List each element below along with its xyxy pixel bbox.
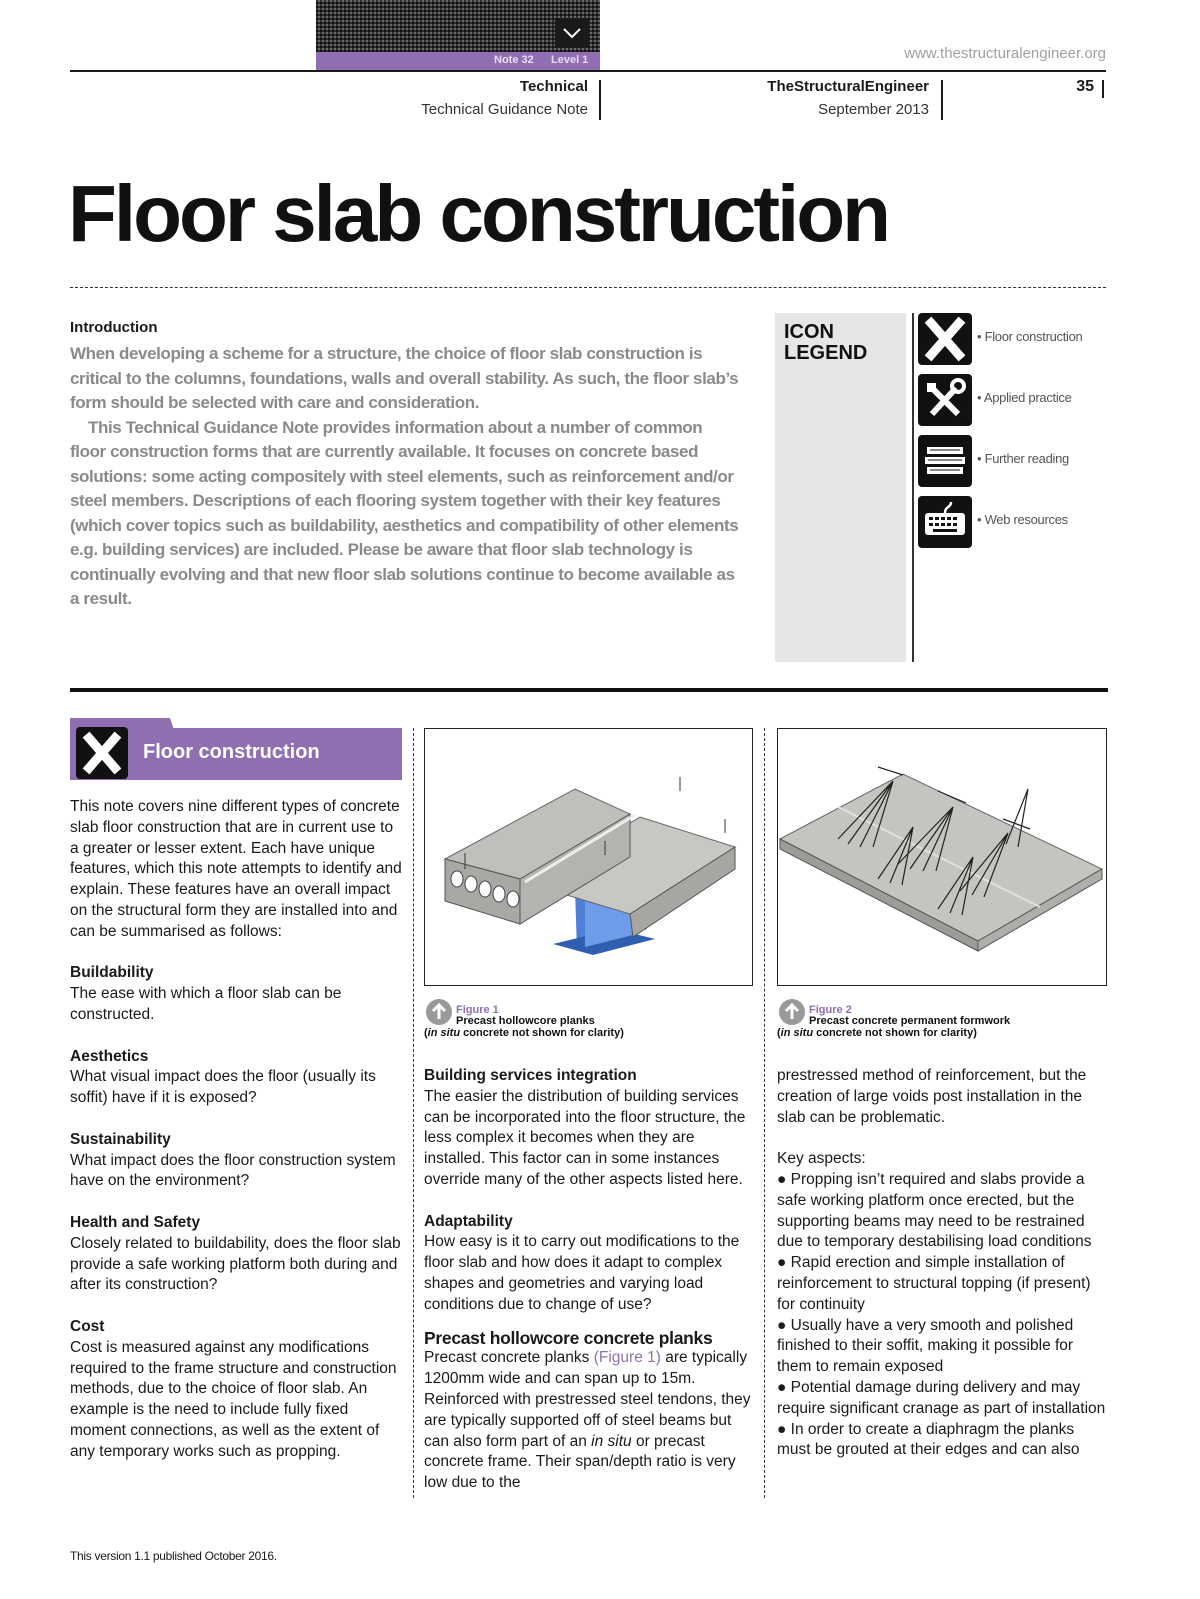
section-rule [70,688,1108,692]
figure-title: Precast concrete permanent formwork [809,1015,1011,1027]
figure-note: (in situ concrete not shown for clarity) [777,1027,977,1039]
section-subtitle: Technical Guidance Note [421,101,588,118]
section-intro: This note covers nine different types of concrete slab floor construction that are in current use to a greater or lesser extent. Each have unique features, which this note attempts to identify and explain. These features have an overall impact on the structural form they are installed into and can be summarised as follows: [70,798,402,940]
paragraph: What visual impact does the floor (usually its soffit) have if it is exposed? [70,1068,376,1107]
subheading: Aesthetics [70,1047,149,1065]
figure-note-text: concrete not shown for clarity) [813,1027,977,1039]
figure-note: (in situ concrete not shown for clarity) [424,1027,624,1039]
legend-divider [912,313,914,662]
figure-note-emphasis: in situ [780,1027,814,1039]
chevron-down-icon[interactable] [555,18,589,48]
figure-2-image [777,728,1107,986]
bullet-item: ● Rapid erection and simple installation of reinforcement to structural topping (if present) for continuity [777,1254,1091,1313]
figure-note-text: concrete not shown for clarity) [460,1027,624,1039]
paragraph: The ease with which a floor slab can be constructed. [70,985,342,1023]
header-divider [1102,80,1104,98]
paragraph: Closely related to buildability, does the floor slab provide a safe working platform both during and after its construction? [70,1234,401,1294]
legend-label: • Floor construction [977,329,1083,344]
figure-arrow-icon [426,999,452,1025]
legend-title-line: ICON [784,321,834,343]
bullet-item: ● In order to create a diaphragm the planks must be grouted at their edges and can also [777,1420,1080,1459]
bullet-item: ● Propping isn’t required and slabs provide a safe working platform once erected, but the supporting beams may need to be restrained due to temporary destabilising load conditions [777,1170,1092,1251]
paragraph: prestressed method of reinforcement, but the creation of large voids post installation in the slab can be problematic. [777,1067,1087,1126]
subsection-heading: Precast hollowcore concrete planks [424,1327,713,1348]
subheading: Buildability [70,964,154,982]
section-title: Floor construction [143,741,320,763]
paragraph: are typically 1200mm wide and can span up to 15m. Reinforced with prestressed steel tendons, they are typically supported off of steel beams but can also form part of an [424,1349,751,1450]
magazine-name: TheStructuralEngineer [767,78,929,95]
column-divider [764,728,765,1498]
emphasis: in situ [591,1432,632,1450]
note-level: Level 1 [551,54,589,66]
paragraph: What impact does the floor construction system have on the environment? [70,1151,396,1190]
title-rule [70,287,1106,288]
section-name: Technical [519,78,588,95]
note-number: Note 32 [494,54,534,66]
paragraph: Precast concrete planks [424,1349,594,1367]
floor-construction-icon [918,313,972,365]
header-divider [941,80,943,120]
paragraph: Cost is measured against any modifications required to the frame structure and construction methods, due to the choice of floor slab. An example is the need to include fully fixed moment connections, as well as the extent of any temporary works such as propping. [70,1338,397,1460]
intro-heading: Introduction [70,319,158,336]
legend-label: • Web resources [977,512,1068,527]
icon-legend-title [784,322,884,364]
figure-1-link[interactable]: (Figure 1) [593,1349,661,1367]
intro-body [70,342,742,612]
subheading: Building services integration [424,1067,637,1084]
figure-note-emphasis: in situ [427,1027,461,1039]
figure-arrow-icon [779,999,805,1025]
figure-title: Precast hollowcore planks [456,1015,595,1027]
issue-date: September 2013 [818,101,929,118]
floor-construction-icon [76,727,128,779]
header-divider [599,80,601,120]
top-rule [70,70,1106,72]
page-title: Floor slab construction [68,169,888,258]
key-aspects-label: Key aspects: [777,1150,866,1168]
figure-1-image [424,728,753,986]
column-3 [777,1066,1107,1461]
site-url[interactable]: www.thestructuralengineer.org [904,45,1106,62]
subheading: Sustainability [70,1130,171,1148]
intro-paragraph: This Technical Guidance Note provides information about a number of common floor construction forms that are currently available. It focuses on concrete based solutions: some acting compositely with steel elements, such as reinforcement and/or steel members. Descriptions of each flooring system together with their key features (which cover topics such as buildability, aesthetics and compatibility of other elements e.g. building services) are included. Please be aware that floor slab technology is continually evolving and that new floor slab solutions continue to become available as a result. [70,417,739,608]
icon-legend-panel [775,313,906,662]
column-2 [424,1066,758,1494]
column-1 [70,797,405,1463]
figure-number: Figure 1 [456,1004,499,1016]
subheading: Cost [70,1317,105,1335]
version-footer: This version 1.1 published October 2016. [70,1549,277,1563]
subheading: Adaptability [424,1212,513,1230]
figure-number: Figure 2 [809,1004,852,1016]
column-divider [413,728,414,1498]
paragraph: or precast concrete frame. Their span/depth ratio is very low due to the [424,1432,736,1492]
further-reading-icon [918,435,972,487]
intro-paragraph: When developing a scheme for a structure, the choice of floor slab construction is critical to the columns, foundations, walls and overall stability. As such, the floor slab’s form should be selected with care and consideration. [70,344,739,412]
legend-label: • Further reading [977,451,1069,466]
bullet-item: ● Potential damage during delivery and may require significant cranage as part of installation [777,1378,1106,1417]
subheading: Health and Safety [70,1213,201,1231]
legend-title-line: LEGEND [784,342,868,364]
bullet-item: ● Usually have a very smooth and polished finished to their soffit, making it possible for them to remain exposed [777,1316,1074,1376]
web-resources-icon [918,496,972,548]
page-number: 35 [1076,78,1094,95]
applied-practice-icon [918,374,972,426]
legend-label: • Applied practice [977,390,1072,405]
paragraph: The easier the distribution of building services can be incorporated into the floor structure, the less complex it becomes when they are installed. This factor can in some instances override many of the other aspects listed here. [424,1087,746,1188]
paragraph: How easy is it to carry out modifications to the floor slab and how does it adapt to complex shapes and geometries and varying load conditions due to change of use? [424,1233,740,1313]
